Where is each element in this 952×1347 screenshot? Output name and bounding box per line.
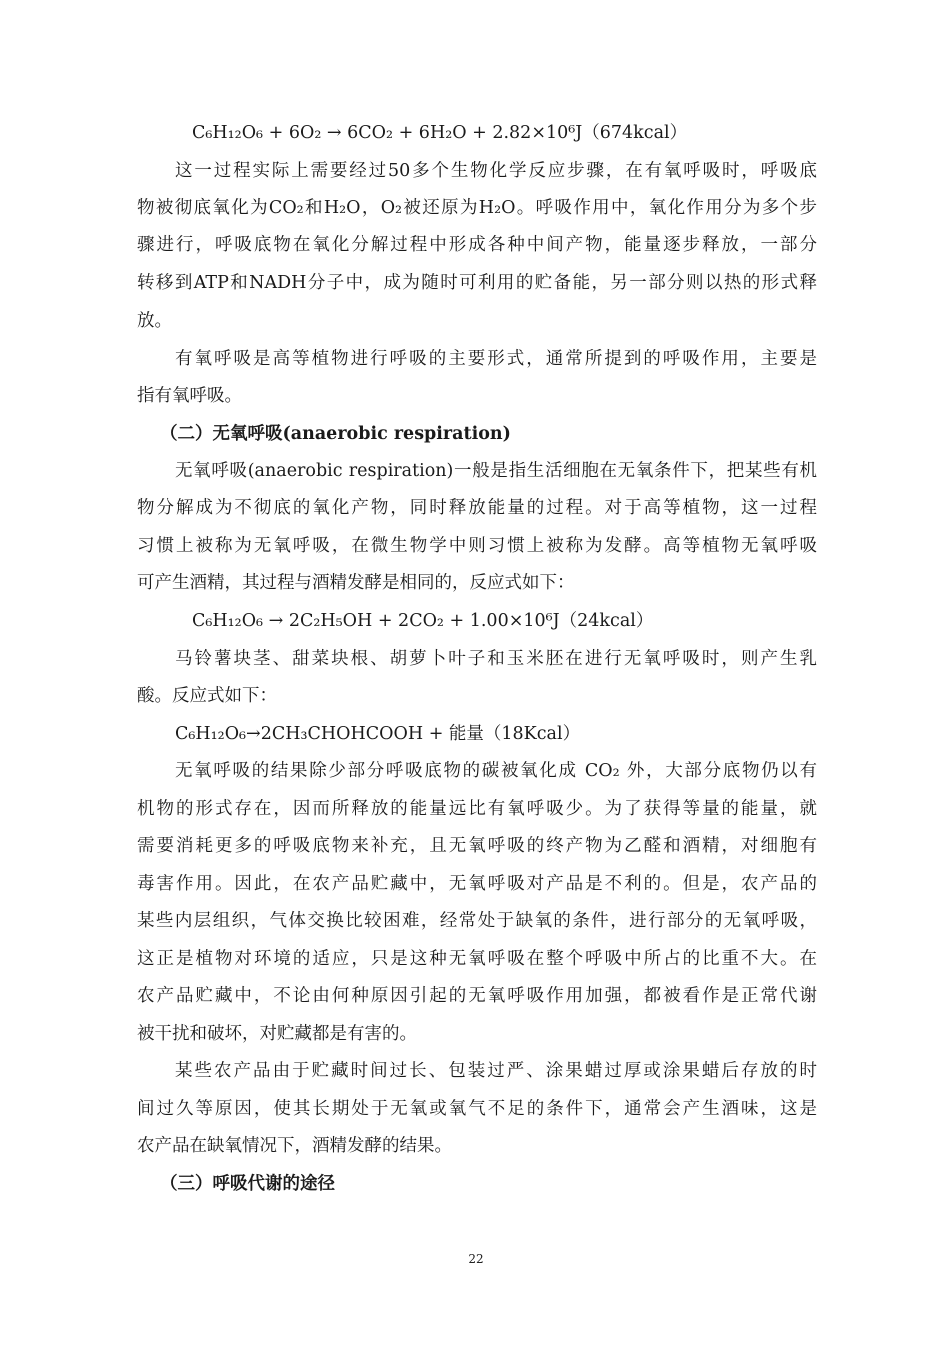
equation-aerobic: C₆H₁₂O₆ + 6O₂ → 6CO₂ + 6H₂O + 2.82×10⁶J（674kcal）: [192, 123, 688, 143]
paragraph-line: 马铃薯块茎、甜菜块根、胡萝卜叶子和玉米胚在进行无氧呼吸时，则产生乳: [175, 649, 817, 669]
page-number: 22: [468, 1252, 484, 1266]
paragraph-line: 毒害作用。因此，在农产品贮藏中，无氧呼吸对产品是不利的。但是，农产品的: [137, 874, 817, 894]
paragraph-line: 需要消耗更多的呼吸底物来补充，且无氧呼吸的终产物为乙醛和酒精，对细胞有: [137, 836, 817, 856]
paragraph-line: 转移到ATP和NADH分子中，成为随时可利用的贮备能，另一部分则以热的形式释: [137, 273, 817, 293]
paragraph-line: 酸。反应式如下：: [137, 686, 277, 706]
paragraph-line: 被干扰和破坏，对贮藏都是有害的。: [137, 1024, 417, 1044]
section-heading-pathways: （三）呼吸代谢的途径: [160, 1174, 335, 1194]
paragraph-line: 可产生酒精，其过程与酒精发酵是相同的，反应式如下：: [137, 573, 575, 593]
paragraph-line: 物分解成为不彻底的氧化产物，同时释放能量的过程。对于高等植物，这一过程: [137, 498, 817, 518]
paragraph-line: 某些农产品由于贮藏时间过长、包装过严、涂果蜡过厚或涂果蜡后存放的时: [175, 1061, 817, 1081]
paragraph-line: 指有氧呼吸。: [137, 386, 242, 406]
paragraph-line: 农产品在缺氧情况下，酒精发酵的结果。: [137, 1136, 452, 1156]
paragraph-line: 骤进行，呼吸底物在氧化分解过程中形成各种中间产物，能量逐步释放，一部分: [137, 235, 817, 255]
paragraph-line: 无氧呼吸(anaerobic respiration)一般是指生活细胞在无氧条件下，把某些有机: [175, 461, 817, 481]
paragraph-line: 间过久等原因，使其长期处于无氧或氧气不足的条件下，通常会产生酒味，这是: [137, 1099, 817, 1119]
paragraph-line: 习惯上被称为无氧呼吸，在微生物学中则习惯上被称为发酵。高等植物无氧呼吸: [137, 536, 817, 556]
paragraph-line: 机物的形式存在，因而所释放的能量远比有氧呼吸少。为了获得等量的能量，就: [137, 799, 817, 819]
paragraph-line: 某些内层组织，气体交换比较困难，经常处于缺氧的条件，进行部分的无氧呼吸，: [137, 911, 817, 931]
equation-lactic: C₆H₁₂O₆→2CH₃CHOHCOOH + 能量（18Kcal）: [175, 724, 581, 744]
equation-alcohol: C₆H₁₂O₆ → 2C₂H₅OH + 2CO₂ + 1.00×10⁶J（24kcal）: [192, 611, 654, 631]
paragraph-line: 这正是植物对环境的适应，只是这种无氧呼吸在整个呼吸中所占的比重不大。在: [137, 949, 817, 969]
paragraph-line: 这一过程实际上需要经过50多个生物化学反应步骤，在有氧呼吸时，呼吸底: [175, 161, 817, 181]
section-heading-anaerobic: （二）无氧呼吸(anaerobic respiration): [160, 424, 511, 444]
paragraph-line: 农产品贮藏中，不论由何种原因引起的无氧呼吸作用加强，都被看作是正常代谢: [137, 986, 817, 1006]
paragraph-line: 物被彻底氧化为CO₂和H₂O，O₂被还原为H₂O。呼吸作用中，氧化作用分为多个步: [137, 198, 817, 218]
paragraph-line: 无氧呼吸的结果除少部分呼吸底物的碳被氧化成 CO₂ 外，大部分底物仍以有: [175, 761, 817, 781]
paragraph-line: 放。: [137, 311, 172, 331]
paragraph-line: 有氧呼吸是高等植物进行呼吸的主要形式，通常所提到的呼吸作用，主要是: [175, 349, 817, 369]
